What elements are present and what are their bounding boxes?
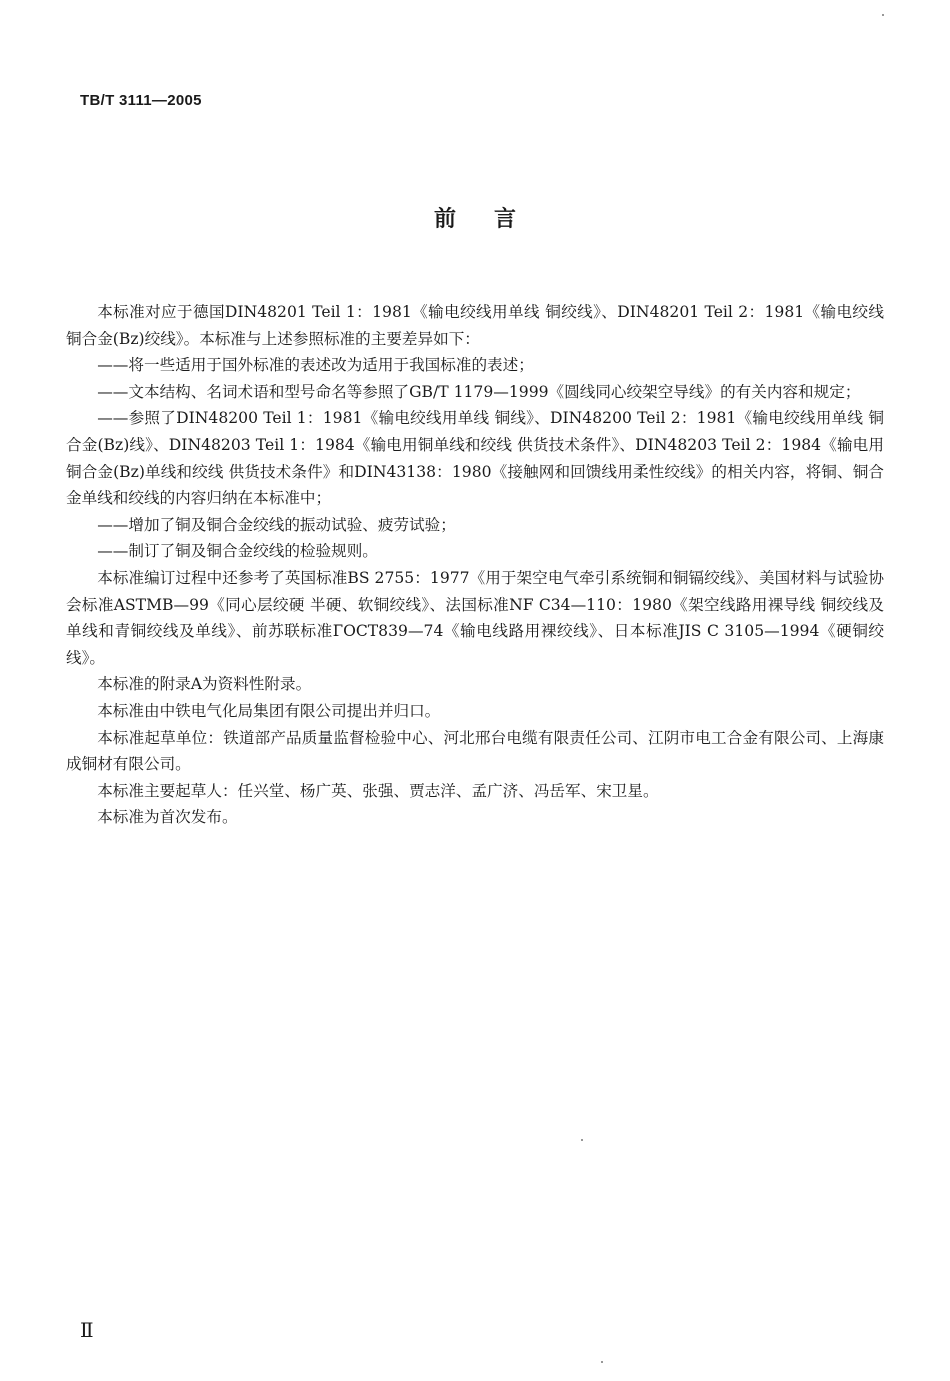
- paragraph-difference-5: ——制订了铜及铜合金绞线的检验规则。: [97, 542, 378, 561]
- paragraph-intro: 本标准对应于德国DIN48201 Teil 1：1981《输电绞线用单线 铜绞线》、DIN48201 Teil 2：1981《输电绞线 铜合金(Bz)绞线》。本标准与上述参照标准的主要差异如下：: [66, 303, 884, 348]
- paragraph-proposer: 本标准由中铁电气化局集团有限公司提出并归口。: [97, 701, 441, 720]
- foreword-body: [66, 299, 884, 831]
- page-number: Ⅱ: [80, 1320, 94, 1342]
- paragraph-difference-1: ——将一些适用于国外标准的表述改为适用于我国标准的表述；: [97, 356, 534, 375]
- page-title: 前言: [433, 207, 554, 232]
- paragraph-appendix: 本标准的附录A为资料性附录。: [97, 675, 312, 694]
- paragraph-drafting-units: 本标准起草单位：铁道部产品质量监督检验中心、河北邢台电缆有限责任公司、江阴市电工合金有限公司、上海康成铜材有限公司。: [66, 728, 884, 774]
- paragraph-difference-3: ——参照了DIN48200 Teil 1：1981《输电绞线用单线 铜线》、DIN48200 Teil 2：1981《输电绞线用单线 铜合金(Bz)线》、DIN48203 Teil 1：1984《输电用铜单线和绞线 供货技术条件》、DIN48203 Teil 2：1984《输电用铜合金(Bz)单线和绞线 供货技术条件》和DIN43138：1980《接触网和回馈线用柔性绞线》的相关内容，将铜、铜合金单线和绞线的内容归纳在本标准中；: [66, 409, 884, 508]
- paragraph-first-release: 本标准为首次发布。: [97, 808, 238, 827]
- scan-speck: [882, 14, 884, 16]
- paragraph-drafters: 本标准主要起草人：任兴堂、杨广英、张强、贾志洋、孟广济、冯岳军、宋卫星。: [97, 781, 659, 800]
- scan-speck: [601, 1361, 603, 1363]
- paragraph-difference-2: ——文本结构、名词术语和型号命名等参照了GB/T 1179—1999《圆线同心绞架空导线》的有关内容和规定；: [97, 382, 861, 401]
- standard-code: TB/T 3111—2005: [80, 92, 202, 109]
- paragraph-difference-4: ——增加了铜及铜合金绞线的振动试验、疲劳试验；: [97, 515, 456, 534]
- paragraph-references: 本标准编订过程中还参考了英国标准BS 2755：1977《用于架空电气牵引系统铜和铜镉绞线》、美国材料与试验协会标准ASTMB—99《同心层绞硬 半硬、软铜绞线》、法国标准NF C34—110：1980《架空线路用裸导线 铜绞线及单线和青铜绞线及单线》、前苏联标准ГОСТ839—74《输电线路用裸绞线》、日本标准JIS C 3105—1994《硬铜绞线》。: [66, 568, 884, 667]
- scan-speck: [581, 1139, 583, 1141]
